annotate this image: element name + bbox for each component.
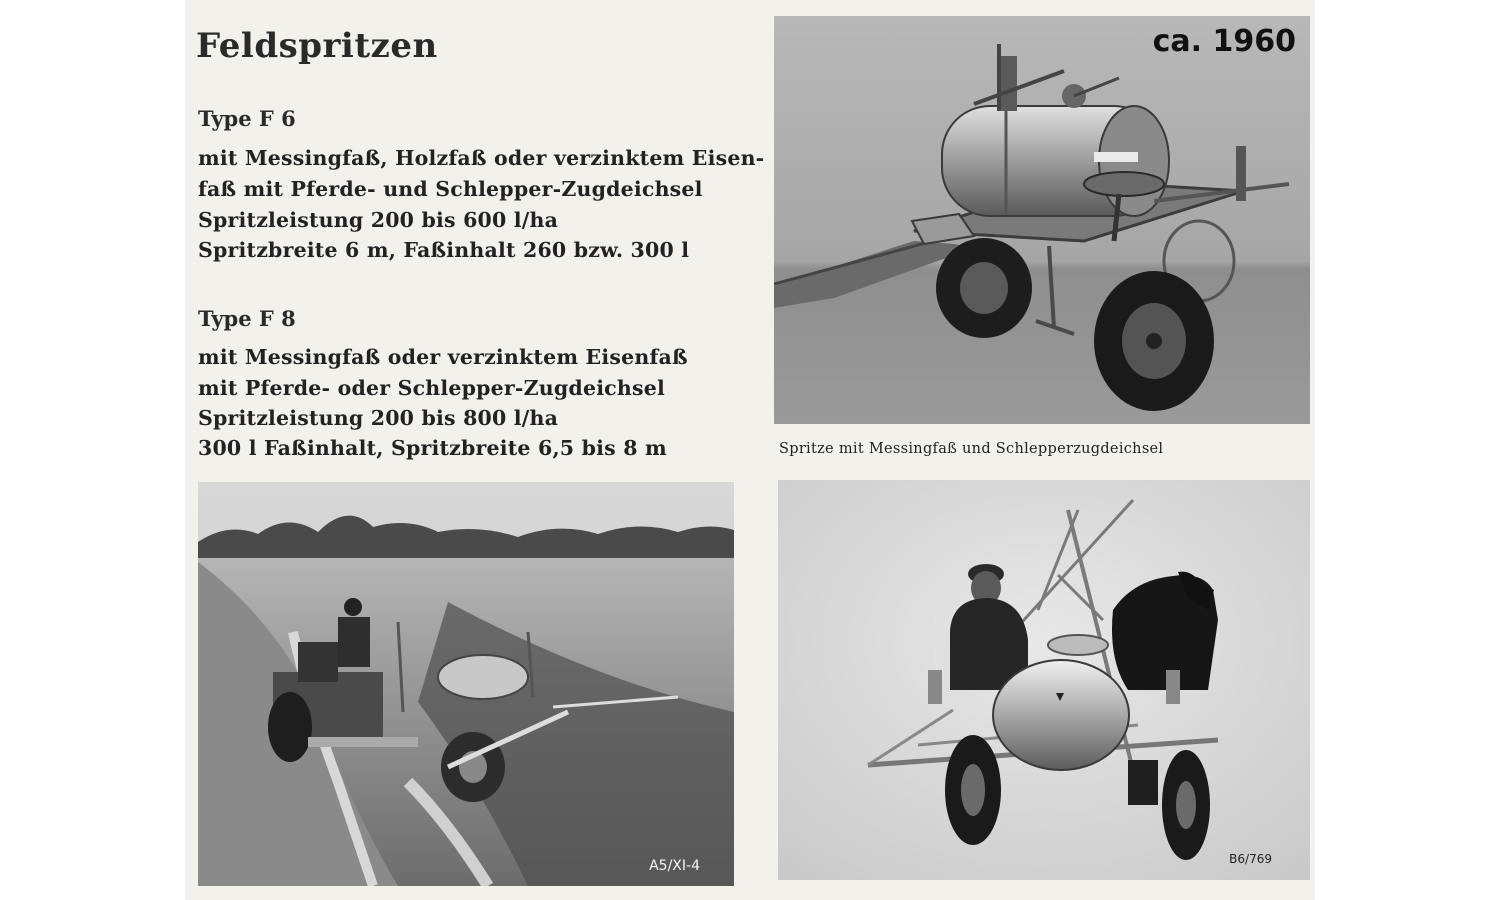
- type-f6-heading: Type F 6: [198, 106, 296, 131]
- type-f6-line-2: faß mit Pferde- und Schlepper-Zugdeichsel: [198, 177, 703, 201]
- photo-code-left: A5/XI-4: [649, 858, 700, 874]
- type-f6-line-1: mit Messingfaß, Holzfaß oder verzinktem Eisen-: [198, 146, 765, 170]
- photo-sprayer-brass-tank: [774, 16, 1310, 424]
- type-f8-line-4: 300 l Faßinhalt, Spritzbreite 6,5 bis 8 m: [198, 436, 667, 460]
- type-f8-heading: Type F 8: [198, 306, 296, 331]
- page-title: Feldspritzen: [196, 26, 438, 66]
- type-f6-line-3: Spritzleistung 200 bis 600 l/ha: [198, 208, 559, 232]
- type-f6-line-4: Spritzbreite 6 m, Faßinhalt 260 bzw. 300 l: [198, 238, 690, 262]
- photo-horse-sprayer: [778, 480, 1310, 880]
- type-f8-line-2: mit Pferde- oder Schlepper-Zugdeichsel: [198, 376, 665, 400]
- type-f8-line-1: mit Messingfaß oder verzinktem Eisenfaß: [198, 345, 688, 369]
- photo-caption: Spritze mit Messingfaß und Schlepperzugdeichsel: [779, 441, 1164, 457]
- photo-code-right: B6/769: [1229, 852, 1272, 866]
- date-stamp: ca. 1960: [1152, 24, 1296, 59]
- photo-tractor-field: [198, 482, 734, 886]
- type-f8-line-3: Spritzleistung 200 bis 800 l/ha: [198, 406, 559, 430]
